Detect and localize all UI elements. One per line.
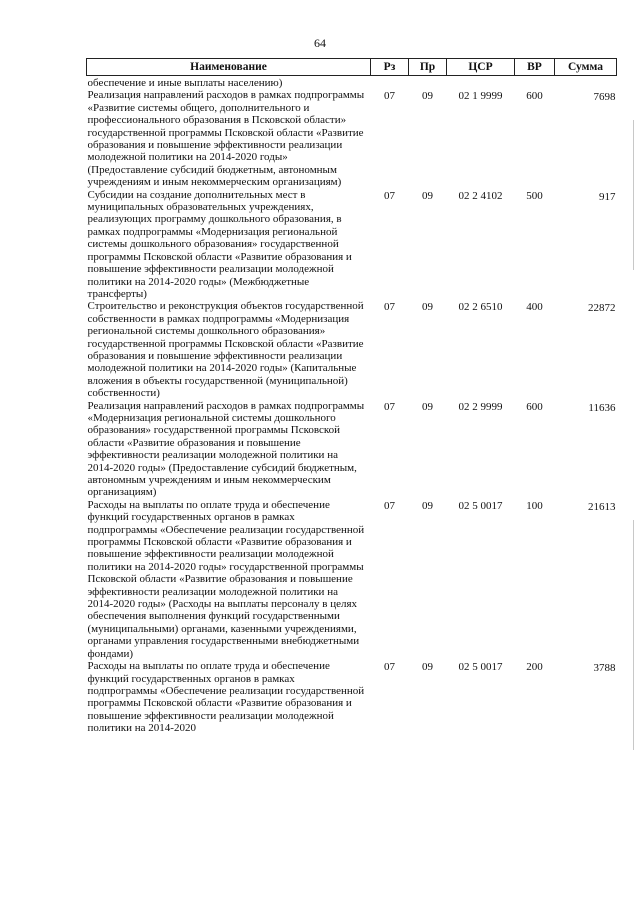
row-rz: 07 — [384, 661, 395, 674]
table-row — [87, 499, 617, 660]
row-rz: 07 — [384, 301, 395, 314]
row-csr: 02 2 4102 — [458, 189, 503, 202]
row-pr: 09 — [422, 189, 433, 202]
table-row — [87, 400, 617, 499]
continuation-text: обеспечение и иные выплаты населению) — [87, 77, 283, 89]
row-name: Расходы на выплаты по оплате труда и обеспечение функций государственных органов в рамках подпрограммы «Обеспечение реализации государственной программы Псковской области «Развитие образования и повышение эффективности реализации молодежной политики на 2014-2020 — [87, 660, 365, 735]
header-rz: Рз — [371, 59, 409, 76]
table-row — [87, 89, 617, 188]
row-csr: 02 2 6510 — [458, 301, 503, 314]
row-pr: 09 — [422, 661, 433, 674]
row-vr: 600 — [526, 90, 543, 103]
row-csr: 02 1 9999 — [458, 90, 503, 103]
row-vr: 600 — [526, 400, 543, 413]
row-csr: 02 5 0017 — [458, 661, 503, 674]
row-name: Строительство и реконструкция объектов государственной собственности в рамках подпрограммы «Модернизация региональной системы дошкольного образования» государственной программы Псковской области «Развитие образования и повышение эффективности реализации молодежной политики на 2014-2020 годы» (Капитальные вложения в объекты государственной (муниципальной) собственности) — [87, 300, 364, 400]
row-name: Реализация направлений расходов в рамках подпрограммы «Развитие системы общего, дополнительного и профессионального образования в Псковской области» государственной программы Псковской области «Развитие образования и повышение эффективности реализации молодежной политики на 2014-2020 годы» (Предоставление субсидий бюджетным, автономным учреждениям и иным некоммерческим организациям) — [87, 89, 365, 189]
row-sum: 7698 — [593, 91, 616, 104]
page-number: 64 — [314, 36, 326, 50]
table-row — [87, 300, 617, 399]
row-sum: 3788 — [593, 662, 616, 675]
budget-table — [86, 58, 617, 735]
row-pr: 09 — [422, 400, 433, 413]
row-rz: 07 — [384, 189, 395, 202]
table-row — [87, 660, 617, 734]
header-vr: ВР — [515, 59, 555, 76]
row-name: Расходы на выплаты по оплате труда и обеспечение функций государственных органов в рамках подпрограммы «Обеспечение реализации государственной программы Псковской области «Развитие образования и повышение эффективности реализации молодежной политики на 2014-2020 годы» государственной программы Псковской области «Развитие образования и повышение эффективности реализации молодежной политики на 2014-2020 годы» (Расходы на выплаты персоналу в целях обеспечения выполнения функций государственными (муниципальными) органами, казенными учреждениями, органами управления государственными внебюджетными фондами) — [87, 498, 365, 660]
header-name: Наименование — [87, 59, 371, 76]
row-name: Реализация направлений расходов в рамках подпрограммы «Модернизация региональной системы дошкольного образования» государственной программы Псковской области «Развитие образования и повышение эффективности реализации молодежной политики на 2014-2020 годы» (Предоставление субсидий бюджетным, автономным учреждениям и иным некоммерческим организациям) — [87, 399, 365, 499]
row-rz: 07 — [384, 400, 395, 413]
row-sum: 917 — [599, 190, 616, 203]
row-pr: 09 — [422, 301, 433, 314]
row-vr: 200 — [526, 661, 543, 674]
header-pr: Пр — [409, 59, 447, 76]
row-sum: 21613 — [588, 500, 616, 513]
scan-edge-line — [633, 520, 634, 750]
row-sum: 11636 — [588, 401, 616, 414]
table-header — [87, 59, 617, 76]
row-rz: 07 — [384, 90, 395, 103]
row-csr: 02 5 0017 — [458, 499, 503, 512]
continuation-row — [87, 76, 617, 90]
header-sum: Сумма — [555, 59, 617, 76]
row-vr: 400 — [526, 301, 543, 314]
row-sum: 22872 — [588, 302, 616, 315]
row-pr: 09 — [422, 499, 433, 512]
row-csr: 02 2 9999 — [458, 400, 503, 413]
row-vr: 500 — [526, 189, 543, 202]
row-name: Субсидии на создание дополнительных мест в муниципальных образовательных учреждениях, реализующих программу дошкольного образования, в рамках подпрограммы «Модернизация региональной системы дошкольного образования» государственной программы Псковской области «Развитие образования и повышение эффективности реализации молодежной политики на 2014-2020 годы» (Межбюджетные трансферты) — [87, 188, 352, 300]
row-pr: 09 — [422, 90, 433, 103]
table-row — [87, 189, 617, 301]
scan-edge-line — [633, 120, 634, 270]
header-csr: ЦСР — [447, 59, 515, 76]
row-vr: 100 — [526, 499, 543, 512]
row-rz: 07 — [384, 499, 395, 512]
